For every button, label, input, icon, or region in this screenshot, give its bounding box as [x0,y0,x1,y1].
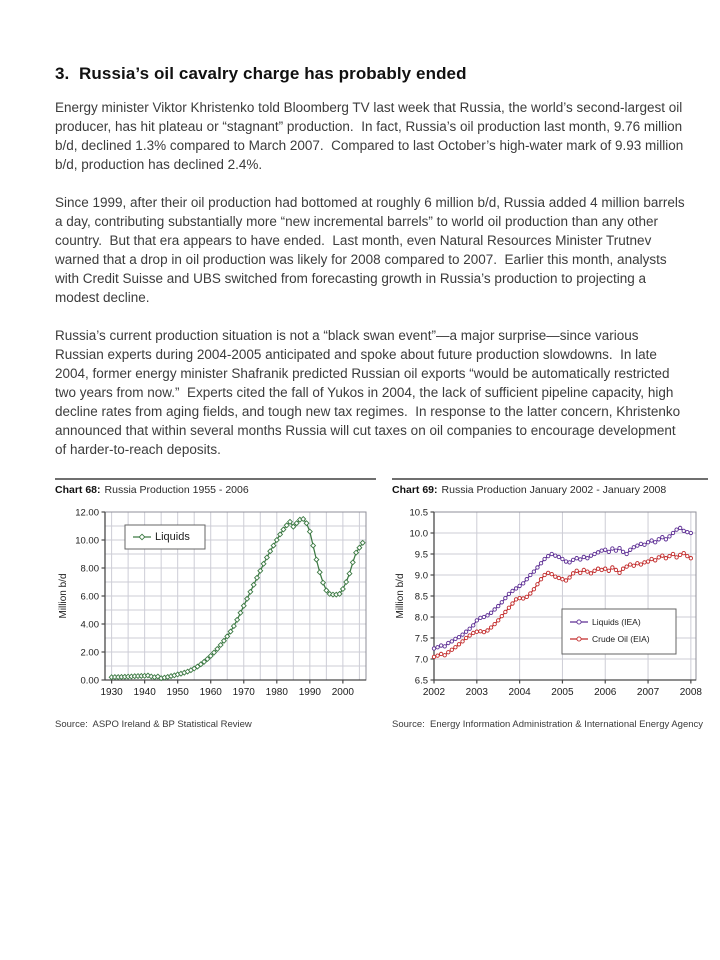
svg-text:6.00: 6.00 [80,591,99,603]
svg-text:10.00: 10.00 [75,535,99,547]
svg-text:2008: 2008 [679,687,702,698]
svg-text:Million b/d: Million b/d [395,573,406,619]
svg-text:Liquids (IEA): Liquids (IEA) [592,617,641,628]
svg-text:6.5: 6.5 [414,675,428,687]
charts-row [55,478,704,730]
chart-69-rule [392,478,708,480]
svg-text:2006: 2006 [594,687,617,698]
svg-text:4.00: 4.00 [80,619,99,631]
svg-text:9.5: 9.5 [414,549,428,561]
chart-69-figure [392,478,708,730]
chart-69-title [392,484,708,496]
chart-69-title-text: Russia Production January 2002 - January 2008 [441,484,667,496]
chart-69-source: Source: Energy Information Administration & International Energy Agency [392,719,704,730]
svg-text:7.0: 7.0 [414,654,428,666]
chart-68-canvas [55,505,376,712]
svg-text:1960: 1960 [199,687,222,698]
svg-text:1930: 1930 [100,687,123,698]
chart-68-title-number: Chart 68: [55,484,101,496]
document-heading: 3. Russia’s oil cavalry charge has probably ended [55,64,467,83]
chart-69-title-number: Chart 69: [392,484,438,496]
svg-text:2005: 2005 [551,687,574,698]
svg-text:10.0: 10.0 [409,528,428,540]
svg-text:8.00: 8.00 [80,563,99,575]
svg-text:1970: 1970 [232,687,255,698]
svg-text:7.5: 7.5 [414,633,428,645]
chart-68-rule [55,478,376,480]
svg-text:Crude Oil (EIA): Crude Oil (EIA) [592,634,650,645]
svg-text:8.5: 8.5 [414,591,428,603]
svg-text:2000: 2000 [331,687,354,698]
svg-text:Liquids: Liquids [155,531,190,544]
paragraph-2: Since 1999, after their oil production had bottomed at roughly 6 million b/d, Russia added 4 million barrels a day, contributing substantially more “new incremental barrels” to world oil production than any other country. But that era appears to have ended. Last month, even Natural Resources Minister Trutnev warned that a drop in oil production was likely for 2008 compared to 2007. Earlier this month, analysts with Credit Suisse and UBS switched from forecasting growth in Russia’s production to projecting a modest decline. [55,195,689,305]
chart-68-title [55,484,376,496]
svg-text:1980: 1980 [265,687,288,698]
svg-text:10.5: 10.5 [409,507,428,519]
svg-text:0.00: 0.00 [80,675,99,687]
svg-text:2.00: 2.00 [80,647,99,659]
svg-text:8.0: 8.0 [414,612,428,624]
svg-text:9.0: 9.0 [414,570,428,582]
paragraph-3: Russia’s current production situation is not a “black swan event”—a major surprise—since various Russian experts during 2004-2005 anticipated and spoke about future production slowdowns. In late 2004, former energy minister Shafranik predicted Russian oil exports “would be automatically restricted two years from now.” Experts cited the fall of Yukos in 2004, the lack of sufficient pipeline capacity, high decline rates from aging fields, and tough new tax regimes. In response to the latter concern, Khristenko announced that within several months Russia will cut taxes on oil companies to encourage development of harder-to-reach deposits. [55,328,684,457]
svg-text:2002: 2002 [422,687,446,698]
chart-68-source: Source: ASPO Ireland & BP Statistical Review [55,719,252,730]
svg-text:1950: 1950 [166,687,189,698]
svg-text:1940: 1940 [133,687,156,698]
svg-text:12.00: 12.00 [75,507,99,519]
chart-69-canvas [392,505,708,712]
svg-text:2004: 2004 [508,687,531,698]
chart-68-figure [55,478,376,730]
svg-text:2007: 2007 [636,687,660,698]
chart-68-title-text: Russia Production 1955 - 2006 [104,484,249,496]
svg-text:Million b/d: Million b/d [58,573,69,619]
paragraph-1: Energy minister Viktor Khristenko told Bloomberg TV last week that Russia, the world’s second-largest oil producer, has hit plateau or “stagnant” production. In fact, Russia’s oil production last month, 9.76 million b/d, declined 1.3% compared to March 2007. Compared to last October’s high-water mark of 9.93 million b/d, production has declined 2.4%. [55,100,688,172]
svg-text:1990: 1990 [298,687,321,698]
svg-text:2003: 2003 [465,687,488,698]
